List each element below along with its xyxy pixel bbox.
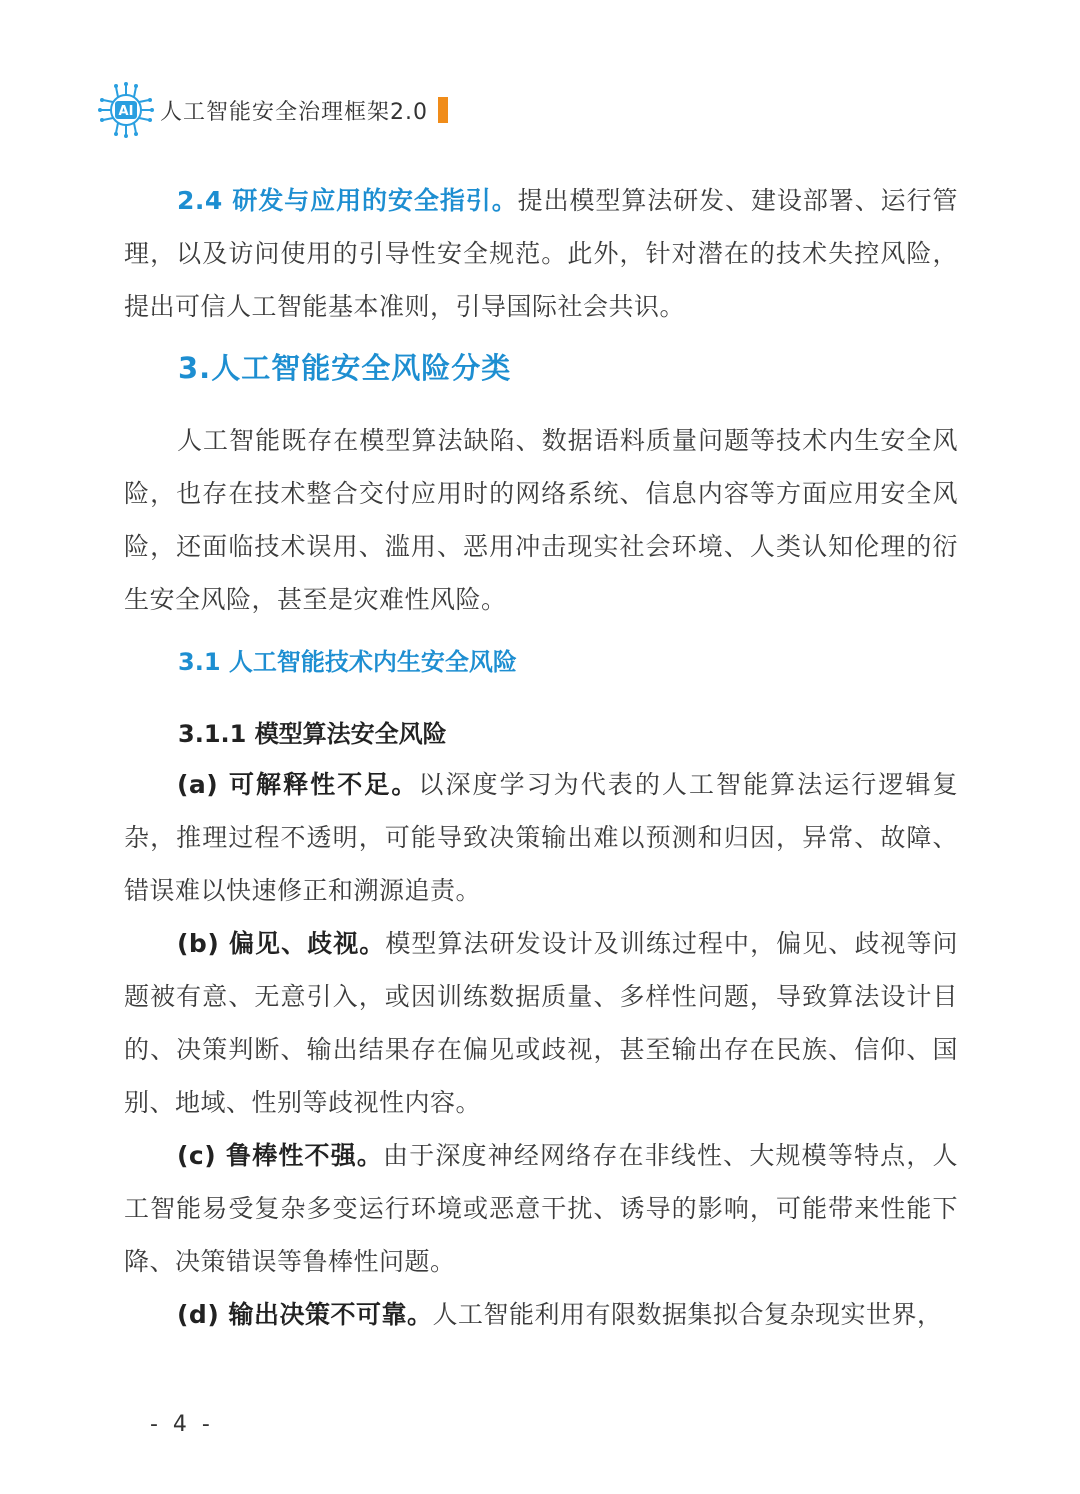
ai-chip-logo-icon [98,82,154,138]
item-a-lead: (a) 可解释性不足。 [177,770,419,799]
item-d-lead: (d) 输出决策不可靠。 [177,1300,433,1329]
item-b-text: 模型算法研发设计及训练过程中，偏见、歧视等问题被有意、无意引入，或因训练数据质量、多样性问题，导致算法设计目的、决策判断、输出结果存在偏见或歧视，甚至输出存在民族、信仰、国别、地域、性别等歧视性内容。 [124,929,958,1117]
item-a-paragraph [124,758,958,917]
item-c-text: 由于深度神经网络存在非线性、大规模等特点，人工智能易受复杂多变运行环境或恶意干扰、诱导的影响，可能带来性能下降、决策错误等鲁棒性问题。 [124,1141,958,1276]
item-d-text: 人工智能利用有限数据集拟合复杂现实世界， [432,1300,943,1329]
logo-text: AI [118,104,134,119]
item-c-paragraph [124,1129,958,1288]
item-b-lead: (b) 偏见、歧视。 [177,929,386,958]
header-accent-bar [438,97,448,123]
section-3-1-heading: 3.1 人工智能技术内生安全风险 [178,648,517,676]
item-b-paragraph [124,917,958,1129]
page-header [98,80,448,140]
item-c-lead: (c) 鲁棒性不强。 [177,1141,384,1170]
section-2-4-text: 提出模型算法研发、建设部署、运行管理，以及访问使用的引导性安全规范。此外，针对潜在的技术失控风险，提出可信人工智能基本准则，引导国际社会共识。 [124,186,958,321]
page-number: - 4 - [150,1412,214,1437]
item-a-text: 以深度学习为代表的人工智能算法运行逻辑复杂，推理过程不透明，可能导致决策输出难以预测和归因，异常、故障、错误难以快速修正和溯源追责。 [124,770,958,905]
section-2-4-lead: 2.4 研发与应用的安全指引。 [177,186,518,215]
section-2-4-paragraph [124,174,958,333]
section-3-intro: 人工智能既存在模型算法缺陷、数据语料质量问题等技术内生安全风险，也存在技术整合交付应用时的网络系统、信息内容等方面应用安全风险，还面临技术误用、滥用、恶用冲击现实社会环境、人类认知伦理的衍生安全风险，甚至是灾难性风险。 [124,426,958,614]
section-3-1-1-heading: 3.1.1 模型算法安全风险 [178,720,447,748]
item-d-paragraph [124,1288,958,1341]
section-3-heading: 3.人工智能安全风险分类 [178,351,512,385]
header-title: 人工智能安全治理框架2.0 [160,99,428,125]
